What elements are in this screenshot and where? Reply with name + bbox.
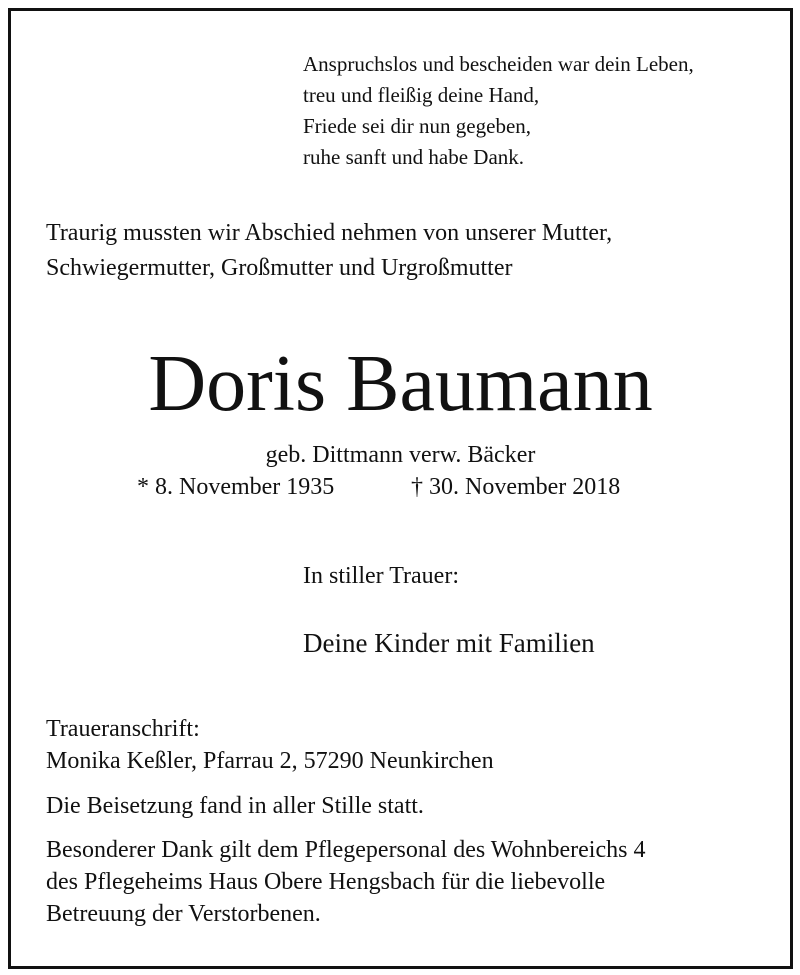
memorial-poem [303, 49, 694, 173]
burial-note: Die Beisetzung fand in aller Stille statt. [46, 793, 424, 819]
mourning-label: In stiller Trauer: [303, 563, 459, 589]
deceased-name: Doris Baumann [148, 340, 653, 428]
thanks-line: des Pflegeheims Haus Obere Hengsbach für die liebevolle [46, 869, 606, 895]
poem-line: treu und fleißig deine Hand, [303, 83, 540, 107]
thanks-line: Betreuung der Verstorbenen. [46, 901, 321, 927]
death-date: † 30. November 2018 [411, 474, 621, 500]
intro-line: Traurig mussten wir Abschied nehmen von unserer Mutter, [46, 220, 613, 246]
thanks-note [46, 834, 645, 930]
poem-line: Friede sei dir nun gegeben, [303, 114, 532, 138]
farewell-intro [46, 216, 612, 286]
intro-line: Schwiegermutter, Großmutter und Urgroßmutter [46, 255, 513, 281]
poem-line: ruhe sanft und habe Dank. [303, 145, 525, 169]
birth-date: * 8. November 1935 [137, 474, 335, 500]
mourners: Deine Kinder mit Familien [303, 628, 595, 658]
address-label: Traueranschrift: [46, 716, 200, 742]
mourning-address: Monika Keßler, Pfarrau 2, 57290 Neunkirchen [46, 748, 494, 774]
thanks-line: Besonderer Dank gilt dem Pflegepersonal des Wohnbereichs 4 [46, 837, 646, 863]
obituary-notice [8, 8, 793, 969]
poem-line: Anspruchslos und bescheiden war dein Leben, [303, 52, 694, 76]
maiden-name: geb. Dittmann verw. Bäcker [265, 442, 536, 468]
